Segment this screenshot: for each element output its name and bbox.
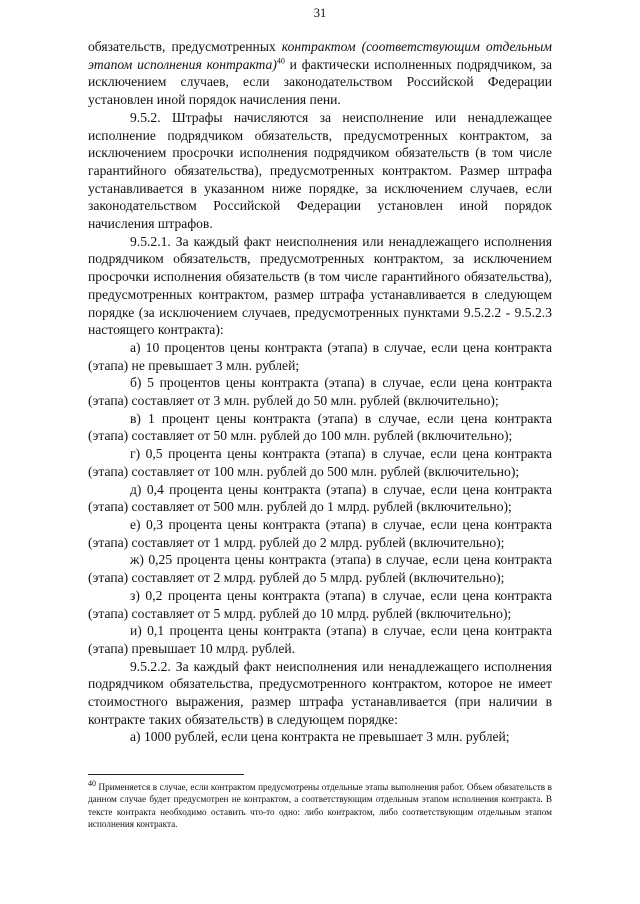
list-item-a: а) 10 процентов цены контракта (этапа) в случае, если цена контракта (этапа) не превышает 3 млн. рублей; <box>88 339 552 373</box>
list-item-a-2: а) 1000 рублей, если цена контракта не превышает 3 млн. рублей; <box>130 729 510 745</box>
page-number: 31 <box>313 6 327 20</box>
clause-9-5-2: 9.5.2. Штрафы начисляются за неисполнение или ненадлежащее исполнение подрядчиком обязательств, предусмотренных контрактом, за исключением просрочки исполнения подрядчиком обязательств (в том числе гарантийного обязательства), предусмотренных контрактом. Размер штрафа устанавливается в указанном ниже порядке, за исключением случаев, если законодательством Российской Федерации установлен иной порядок начисления штрафов. <box>88 109 552 232</box>
list-item-g: г) 0,5 процента цены контракта (этапа) в случае, если цена контракта (этапа) составляет от 100 млн. рублей до 500 млн. рублей (включительно); <box>88 446 552 479</box>
paragraph <box>88 38 552 109</box>
footnote-reference[interactable]: 40 <box>276 56 285 66</box>
list-item-d: д) 0,4 процента цены контракта (этапа) в случае, если цена контракта (этапа) составляет от 500 млн. рублей до 1 млрд. рублей (включительно); <box>88 481 552 515</box>
footnote-text: Применяется в случае, если контрактом предусмотрены отдельные этапы выполнения работ. Объем обязательств в данном случае будет предусмотрен не контрактом, а соответствующим отдельным этапом исполнения контракта. В тексте контракта необходимо оставить что-то одно: либо контрактом, либо соответствующим отдельным этапом исполнения контракта. <box>88 782 552 829</box>
footnote-marker: 40 <box>88 778 96 788</box>
clause-9-5-2-2: 9.5.2.2. За каждый факт неисполнения или ненадлежащего исполнения подрядчиком обязательства, предусмотренного контрактом, которое не имеет стоимостного выражения, размер штрафа устанавливается (при наличии в контракте таких обязательств) в следующем порядке: <box>88 658 552 727</box>
list-item-i: и) 0,1 процента цены контракта (этапа) в случае, если цена контракта (этапа) превышает 10 млрд. рублей. <box>88 623 552 656</box>
list-item-z: з) 0,2 процента цены контракта (этапа) в случае, если цена контракта (этапа) составляет от 5 млрд. рублей до 10 млрд. рублей (включительно); <box>88 587 552 621</box>
footnote-divider <box>88 774 244 775</box>
italic-text: контрактом (соответствующим отдельным этапом исполнения контракта) <box>88 39 552 72</box>
list-item-b: б) 5 процентов цены контракта (этапа) в случае, если цена контракта (этапа) составляет от 3 млн. рублей до 50 млн. рублей (включительно); <box>88 375 552 409</box>
paragraph-text: и фактически исполненных подрядчиком, за исключением случаев, если законодательством Российской Федерации установлен иной порядок начисления пени. <box>88 56 552 108</box>
footnote <box>88 778 552 830</box>
list-item-v: в) 1 процент цены контракта (этапа) в случае, если цена контракта (этапа) составляет от 50 млн. рублей до 100 млн. рублей (включительно); <box>88 410 552 444</box>
body-text <box>88 38 552 746</box>
clause-9-5-2-1: 9.5.2.1. За каждый факт неисполнения или ненадлежащего исполнения подрядчиком обязательств, предусмотренных контрактом, за исключением просрочки исполнения обязательств (в том числе гарантийного обязательства), предусмотренных контрактом, размер штрафа устанавливается в следующем порядке (за исключением случаев, предусмотренных пунктами 9.5.2.2 - 9.5.2.3 настоящего контракта): <box>88 233 552 338</box>
list-item-e: е) 0,3 процента цены контракта (этапа) в случае, если цена контракта (этапа) составляет от 1 млрд. рублей до 2 млрд. рублей (включительно); <box>88 516 552 550</box>
list-item-zh: ж) 0,25 процента цены контракта (этапа) в случае, если цена контракта (этапа) составляет от 2 млрд. рублей до 5 млрд. рублей (включительно); <box>88 552 552 586</box>
paragraph-text: обязательств, предусмотренных <box>88 39 282 54</box>
